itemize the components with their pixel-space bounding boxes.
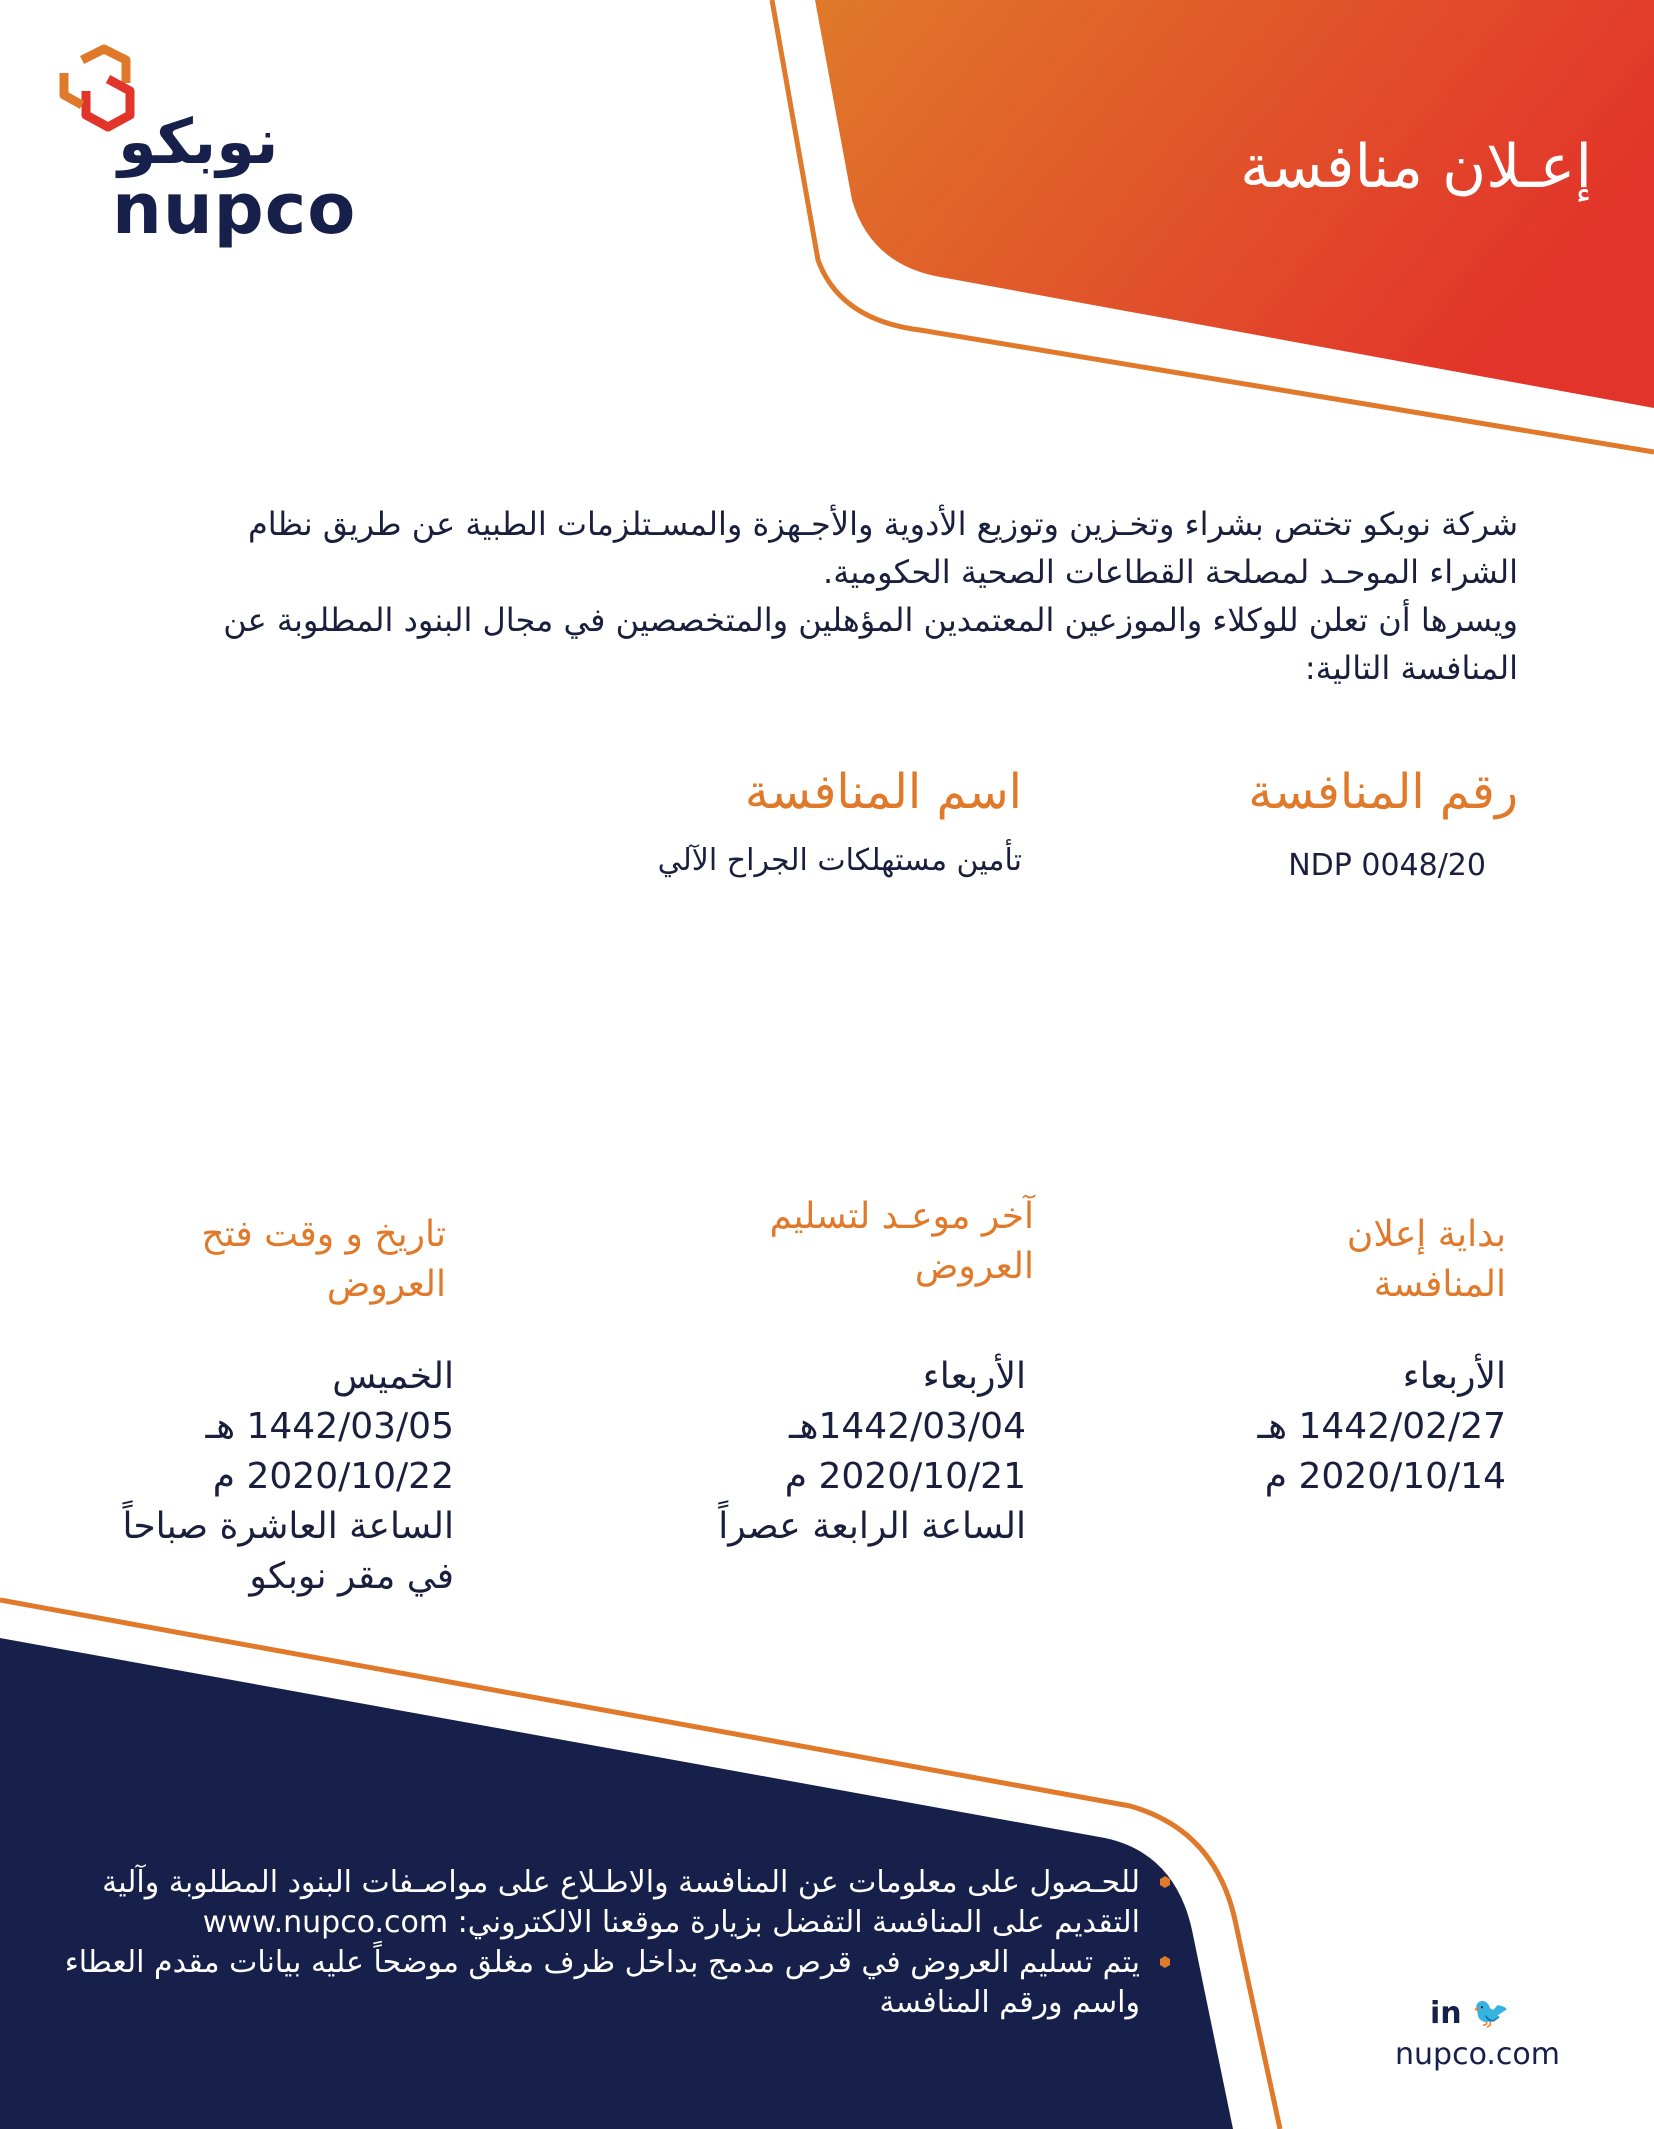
- start-date-heading-line-2: المنافسة: [1373, 1264, 1506, 1305]
- page-title: إعـلان منافسة: [1240, 132, 1592, 202]
- start-date-heading-line-1: بداية إعلان: [1346, 1214, 1506, 1255]
- deadline-day: الأربعاء: [922, 1356, 1026, 1397]
- logo-arabic: نوبكو: [118, 105, 279, 178]
- opening-gregorian: 2020/10/22 م: [212, 1456, 454, 1497]
- start-date-gregorian: 2020/10/14 م: [1264, 1456, 1506, 1497]
- website-link[interactable]: nupco.com: [1395, 2037, 1560, 2072]
- header-orange-shape: [815, 0, 1654, 408]
- intro-text: [188, 500, 1518, 692]
- tender-name-value: تأمين مستهلكات الجراح الآلي: [657, 843, 1022, 878]
- opening-time: الساعة العاشرة صباحاً: [122, 1506, 454, 1547]
- tender-number-value: NDP 0048/20: [1288, 848, 1486, 883]
- opening-heading: [201, 1210, 446, 1310]
- tender-number-label: رقم المنافسة: [1248, 764, 1518, 820]
- footer-note-2: [20, 1943, 1170, 2023]
- footer-note-1: [20, 1863, 1170, 1943]
- intro-paragraph-2: ويسرها أن تعلن للوكلاء والموزعين المعتمدين المؤهلين والمتخصصين في مجال البنود المطلوبة عن المنافسة التالية:: [223, 601, 1518, 687]
- opening-heading-line-2: العروض: [326, 1264, 446, 1305]
- start-date-day: الأربعاء: [1402, 1356, 1506, 1397]
- deadline-heading: [770, 1192, 1035, 1292]
- opening-details: [122, 1352, 454, 1602]
- deadline-heading-line-2: العروض: [914, 1246, 1034, 1287]
- start-date-hijri: 1442/02/27 هـ: [1257, 1406, 1506, 1447]
- opening-hijri: 1442/03/05 هـ: [205, 1406, 454, 1447]
- deadline-gregorian: 2020/10/21 م: [784, 1456, 1026, 1497]
- start-date-heading: [1347, 1210, 1506, 1310]
- deadline-details: [718, 1352, 1026, 1552]
- start-date-details: [1258, 1352, 1506, 1502]
- deadline-time: الساعة الرابعة عصراً: [718, 1506, 1026, 1547]
- footer-note-1-text: للحـصول على معلومات عن المنافسة والاطـلاع على مواصـفات البنود المطلوبة وآلية التقديم على المنافسة التفضل بزيارة موقعنا الالكتروني: www.nupco.com: [102, 1865, 1140, 1940]
- footer-note-2-text: يتم تسليم العروض في قرص مدمج بداخل ظرف مغلق موضحاً عليه بيانات مقدم العطاء واسم ورقم المنافسة: [64, 1945, 1140, 2020]
- opening-heading-line-1: تاريخ و وقت فتح: [201, 1214, 446, 1255]
- deadline-hijri: 1442/03/04هـ: [788, 1406, 1026, 1447]
- deadline-heading-line-1: آخر موعـد لتسليم: [769, 1196, 1034, 1237]
- bullet-icon: [1160, 1956, 1170, 1968]
- tender-name-label: اسم المنافسة: [744, 764, 1022, 820]
- logo-latin: nupco: [112, 168, 357, 250]
- opening-day: الخميس: [332, 1356, 454, 1397]
- intro-paragraph-1: شركة نوبكو تختص بشراء وتخـزين وتوزيع الأدوية والأجـهزة والمسـتلزمات الطبية عن طريق نظام الشراء الموحـد لمصلحة القطاعات الصحية الحكومية.: [247, 505, 1518, 591]
- footer-notes: [20, 1863, 1170, 2023]
- opening-place: في مقر نوبكو: [249, 1556, 454, 1597]
- social-icons[interactable]: in 🐦: [1430, 1996, 1510, 2031]
- bullet-icon: [1160, 1876, 1170, 1888]
